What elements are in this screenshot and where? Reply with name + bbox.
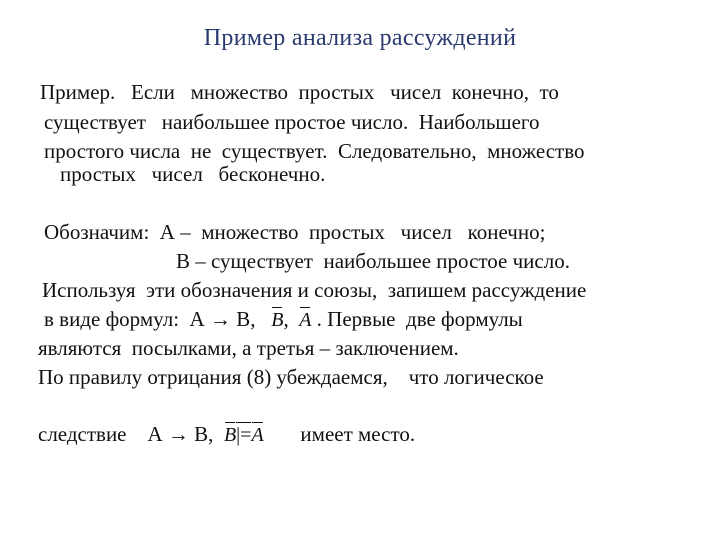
paragraph-line-1: Пример. Если множество простых чисел конечно, то bbox=[40, 80, 559, 104]
paragraph-line-4: простых чисел бесконечно. bbox=[60, 162, 326, 186]
negation-bar bbox=[272, 307, 282, 308]
entails-symbol: |= bbox=[236, 424, 252, 446]
implies-arrow: → bbox=[209, 307, 231, 331]
conclusion-prefix: следствие А bbox=[38, 422, 168, 446]
conclusion-line bbox=[38, 424, 415, 445]
notation-line-5: являются посылками, а третья – заключением. bbox=[38, 336, 459, 360]
notation-line-2: В – существует наибольшее простое число. bbox=[176, 249, 570, 273]
negation-bar bbox=[225, 422, 235, 423]
negation-bar bbox=[252, 422, 262, 423]
not-b-symbol: B bbox=[223, 424, 237, 446]
not-b-symbol: B bbox=[271, 309, 284, 331]
formula-period: . bbox=[316, 307, 322, 331]
formula-b: В, bbox=[230, 307, 256, 331]
notation-line-3: Используя эти обозначения и союзы, запишем рассуждение bbox=[42, 278, 587, 302]
notation-line-4 bbox=[44, 309, 523, 330]
notation-line-1: Обозначим: А – множество простых чисел конечно; bbox=[44, 220, 546, 244]
paragraph-line-3: простого числа не существует. Следовательно, множество bbox=[44, 139, 585, 163]
formula-suffix: Первые две формулы bbox=[321, 307, 523, 331]
not-a-symbol: A bbox=[299, 309, 312, 331]
conclusion-b: В, bbox=[188, 422, 214, 446]
implies-arrow: → bbox=[167, 422, 189, 446]
negation-bar bbox=[300, 307, 310, 308]
negation-bar bbox=[236, 422, 251, 423]
paragraph-line-2: существует наибольшее простое число. Наибольшего bbox=[44, 110, 540, 134]
conclusion-suffix: имеет место. bbox=[300, 422, 416, 446]
formula-comma: , bbox=[283, 307, 289, 331]
slide-title: Пример анализа рассуждений bbox=[203, 25, 517, 51]
formula-prefix: в виде формул: А bbox=[44, 307, 210, 331]
notation-line-6: По правилу отрицания (8) убеждаемся, что логическое bbox=[38, 365, 544, 389]
not-a-symbol: A bbox=[251, 424, 264, 446]
